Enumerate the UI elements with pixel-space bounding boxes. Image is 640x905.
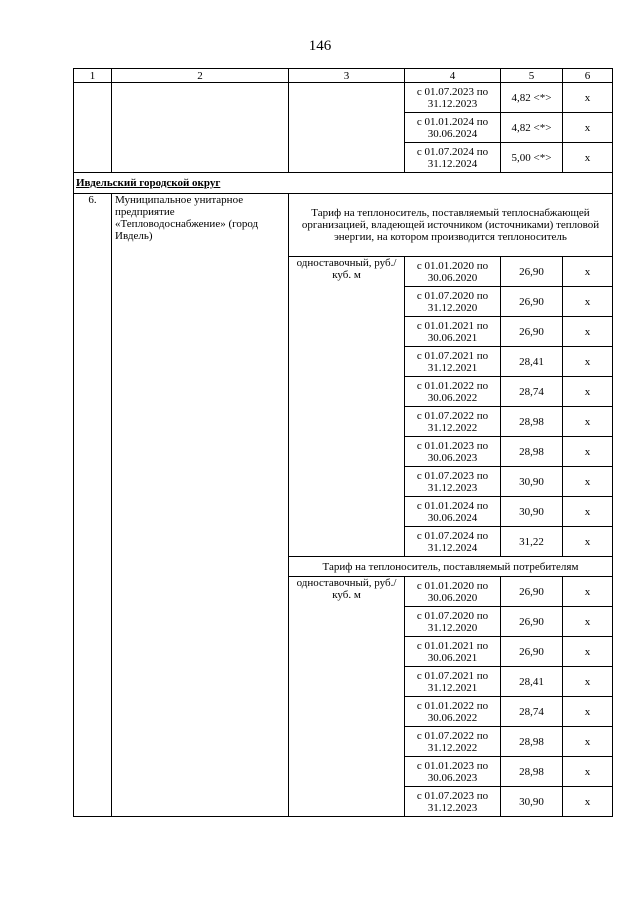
empty-cell — [112, 83, 289, 173]
period-cell — [405, 347, 501, 377]
period-cell — [405, 143, 501, 173]
period-end: 31.12.2023 — [427, 801, 478, 814]
period-end: 31.12.2022 — [427, 741, 478, 754]
period-cell — [405, 497, 501, 527]
col6-value: х — [563, 467, 613, 497]
period-start: с 01.01.2021 по — [416, 639, 489, 652]
col6-value: х — [563, 497, 613, 527]
tariff-value: 28,98 — [501, 727, 563, 757]
period-end: 30.06.2022 — [427, 711, 478, 724]
col6-value: х — [563, 317, 613, 347]
col6-value: х — [563, 407, 613, 437]
col6-value: х — [563, 257, 613, 287]
tariff-value: 28,74 — [501, 697, 563, 727]
empty-cell — [74, 83, 112, 173]
col6-value: х — [563, 757, 613, 787]
period-cell — [405, 757, 501, 787]
col6-value: х — [563, 607, 613, 637]
block-title-row — [74, 194, 613, 257]
column-number: 3 — [289, 69, 405, 83]
col6-value: х — [563, 347, 613, 377]
tariff-table — [73, 68, 613, 817]
period-cell — [405, 407, 501, 437]
empty-cell — [289, 83, 405, 173]
tariff-value: 26,90 — [501, 607, 563, 637]
tariff-value: 26,90 — [501, 637, 563, 667]
col6-value: х — [563, 143, 613, 173]
block1-title: Тариф на теплоноситель, поставляемый теплоснабжающей организацией, владеющей источником (источниками) тепловой энергии, на котором производится теплоноситель — [289, 194, 613, 257]
column-number: 5 — [501, 69, 563, 83]
unit-cell: одноставочный, руб./куб. м — [289, 577, 405, 817]
col6-value: х — [563, 577, 613, 607]
period-end: 30.06.2021 — [427, 331, 478, 344]
period-cell — [405, 377, 501, 407]
unit-cell: одноставочный, руб./куб. м — [289, 257, 405, 557]
period-cell — [405, 697, 501, 727]
column-number: 1 — [74, 69, 112, 83]
period-start: с 01.01.2024 по — [416, 499, 489, 512]
table-row — [74, 83, 613, 113]
period-cell — [405, 113, 501, 143]
tariff-value: 26,90 — [501, 577, 563, 607]
tariff-value: 28,41 — [501, 347, 563, 377]
period-start: с 01.07.2023 по — [416, 469, 489, 482]
section-title: Ивдельский городской округ — [74, 173, 613, 194]
tariff-value: 28,98 — [501, 437, 563, 467]
period-end: 30.06.2023 — [427, 771, 478, 784]
period-end: 30.06.2023 — [427, 451, 478, 464]
tariff-value: 28,98 — [501, 757, 563, 787]
period-start: с 01.01.2021 по — [416, 319, 489, 332]
period-start: с 01.07.2024 по — [416, 529, 489, 542]
section-row — [74, 173, 613, 194]
tariff-value: 5,00 <*> — [501, 143, 563, 173]
period-end: 30.06.2020 — [427, 271, 478, 284]
tariff-value: 28,74 — [501, 377, 563, 407]
period-end: 31.12.2020 — [427, 301, 478, 314]
period-cell — [405, 317, 501, 347]
period-start: с 01.01.2020 по — [416, 579, 489, 592]
period-start: с 01.07.2023 по — [416, 789, 489, 802]
period-start: с 01.01.2024 по — [416, 115, 489, 128]
period-cell — [405, 467, 501, 497]
period-cell — [405, 287, 501, 317]
col6-value: х — [563, 527, 613, 557]
tariff-value: 4,82 <*> — [501, 83, 563, 113]
period-end: 31.12.2023 — [427, 97, 478, 110]
period-start: с 01.07.2021 по — [416, 669, 489, 682]
period-end: 30.06.2024 — [427, 127, 478, 140]
period-end: 30.06.2024 — [427, 511, 478, 524]
col6-value: х — [563, 637, 613, 667]
period-cell — [405, 83, 501, 113]
period-start: с 01.07.2023 по — [416, 85, 489, 98]
tariff-value: 30,90 — [501, 497, 563, 527]
col6-value: х — [563, 83, 613, 113]
period-start: с 01.07.2022 по — [416, 729, 489, 742]
column-number: 2 — [112, 69, 289, 83]
period-end: 30.06.2020 — [427, 591, 478, 604]
column-number: 4 — [405, 69, 501, 83]
period-end: 31.12.2021 — [427, 361, 478, 374]
period-start: с 01.01.2020 по — [416, 259, 489, 272]
period-cell — [405, 437, 501, 467]
col6-value: х — [563, 113, 613, 143]
period-cell — [405, 727, 501, 757]
period-end: 31.12.2020 — [427, 621, 478, 634]
col6-value: х — [563, 287, 613, 317]
tariff-value: 28,41 — [501, 667, 563, 697]
col6-value: х — [563, 697, 613, 727]
period-start: с 01.07.2024 по — [416, 145, 489, 158]
period-start: с 01.07.2021 по — [416, 349, 489, 362]
period-end: 30.06.2022 — [427, 391, 478, 404]
tariff-value: 30,90 — [501, 467, 563, 497]
period-cell — [405, 527, 501, 557]
period-end: 31.12.2021 — [427, 681, 478, 694]
entry-number: 6. — [74, 194, 112, 817]
tariff-value: 30,90 — [501, 787, 563, 817]
col6-value: х — [563, 437, 613, 467]
tariff-value: 4,82 <*> — [501, 113, 563, 143]
period-start: с 01.01.2022 по — [416, 379, 489, 392]
tariff-value: 26,90 — [501, 317, 563, 347]
organization-name: Муниципальное унитарное предприятие «Тепловодоснабжение» (город Ивдель) — [112, 194, 289, 817]
period-cell — [405, 637, 501, 667]
tariff-value: 26,90 — [501, 287, 563, 317]
period-cell — [405, 667, 501, 697]
period-end: 30.06.2021 — [427, 651, 478, 664]
page-number: 146 — [308, 38, 332, 54]
col6-value: х — [563, 667, 613, 697]
period-start: с 01.07.2020 по — [416, 609, 489, 622]
period-end: 31.12.2022 — [427, 421, 478, 434]
period-start: с 01.01.2023 по — [416, 759, 489, 772]
column-number-row — [74, 69, 613, 83]
period-start: с 01.01.2023 по — [416, 439, 489, 452]
period-end: 31.12.2024 — [427, 157, 478, 170]
period-cell — [405, 607, 501, 637]
block2-title: Тариф на теплоноситель, поставляемый потребителям — [289, 557, 613, 577]
tariff-value: 26,90 — [501, 257, 563, 287]
period-cell — [405, 577, 501, 607]
period-start: с 01.07.2022 по — [416, 409, 489, 422]
col6-value: х — [563, 377, 613, 407]
period-end: 31.12.2023 — [427, 481, 478, 494]
column-number: 6 — [563, 69, 613, 83]
period-cell — [405, 257, 501, 287]
period-end: 31.12.2024 — [427, 541, 478, 554]
col6-value: х — [563, 727, 613, 757]
period-start: с 01.07.2020 по — [416, 289, 489, 302]
period-cell — [405, 787, 501, 817]
period-start: с 01.01.2022 по — [416, 699, 489, 712]
tariff-value: 28,98 — [501, 407, 563, 437]
tariff-value: 31,22 — [501, 527, 563, 557]
col6-value: х — [563, 787, 613, 817]
